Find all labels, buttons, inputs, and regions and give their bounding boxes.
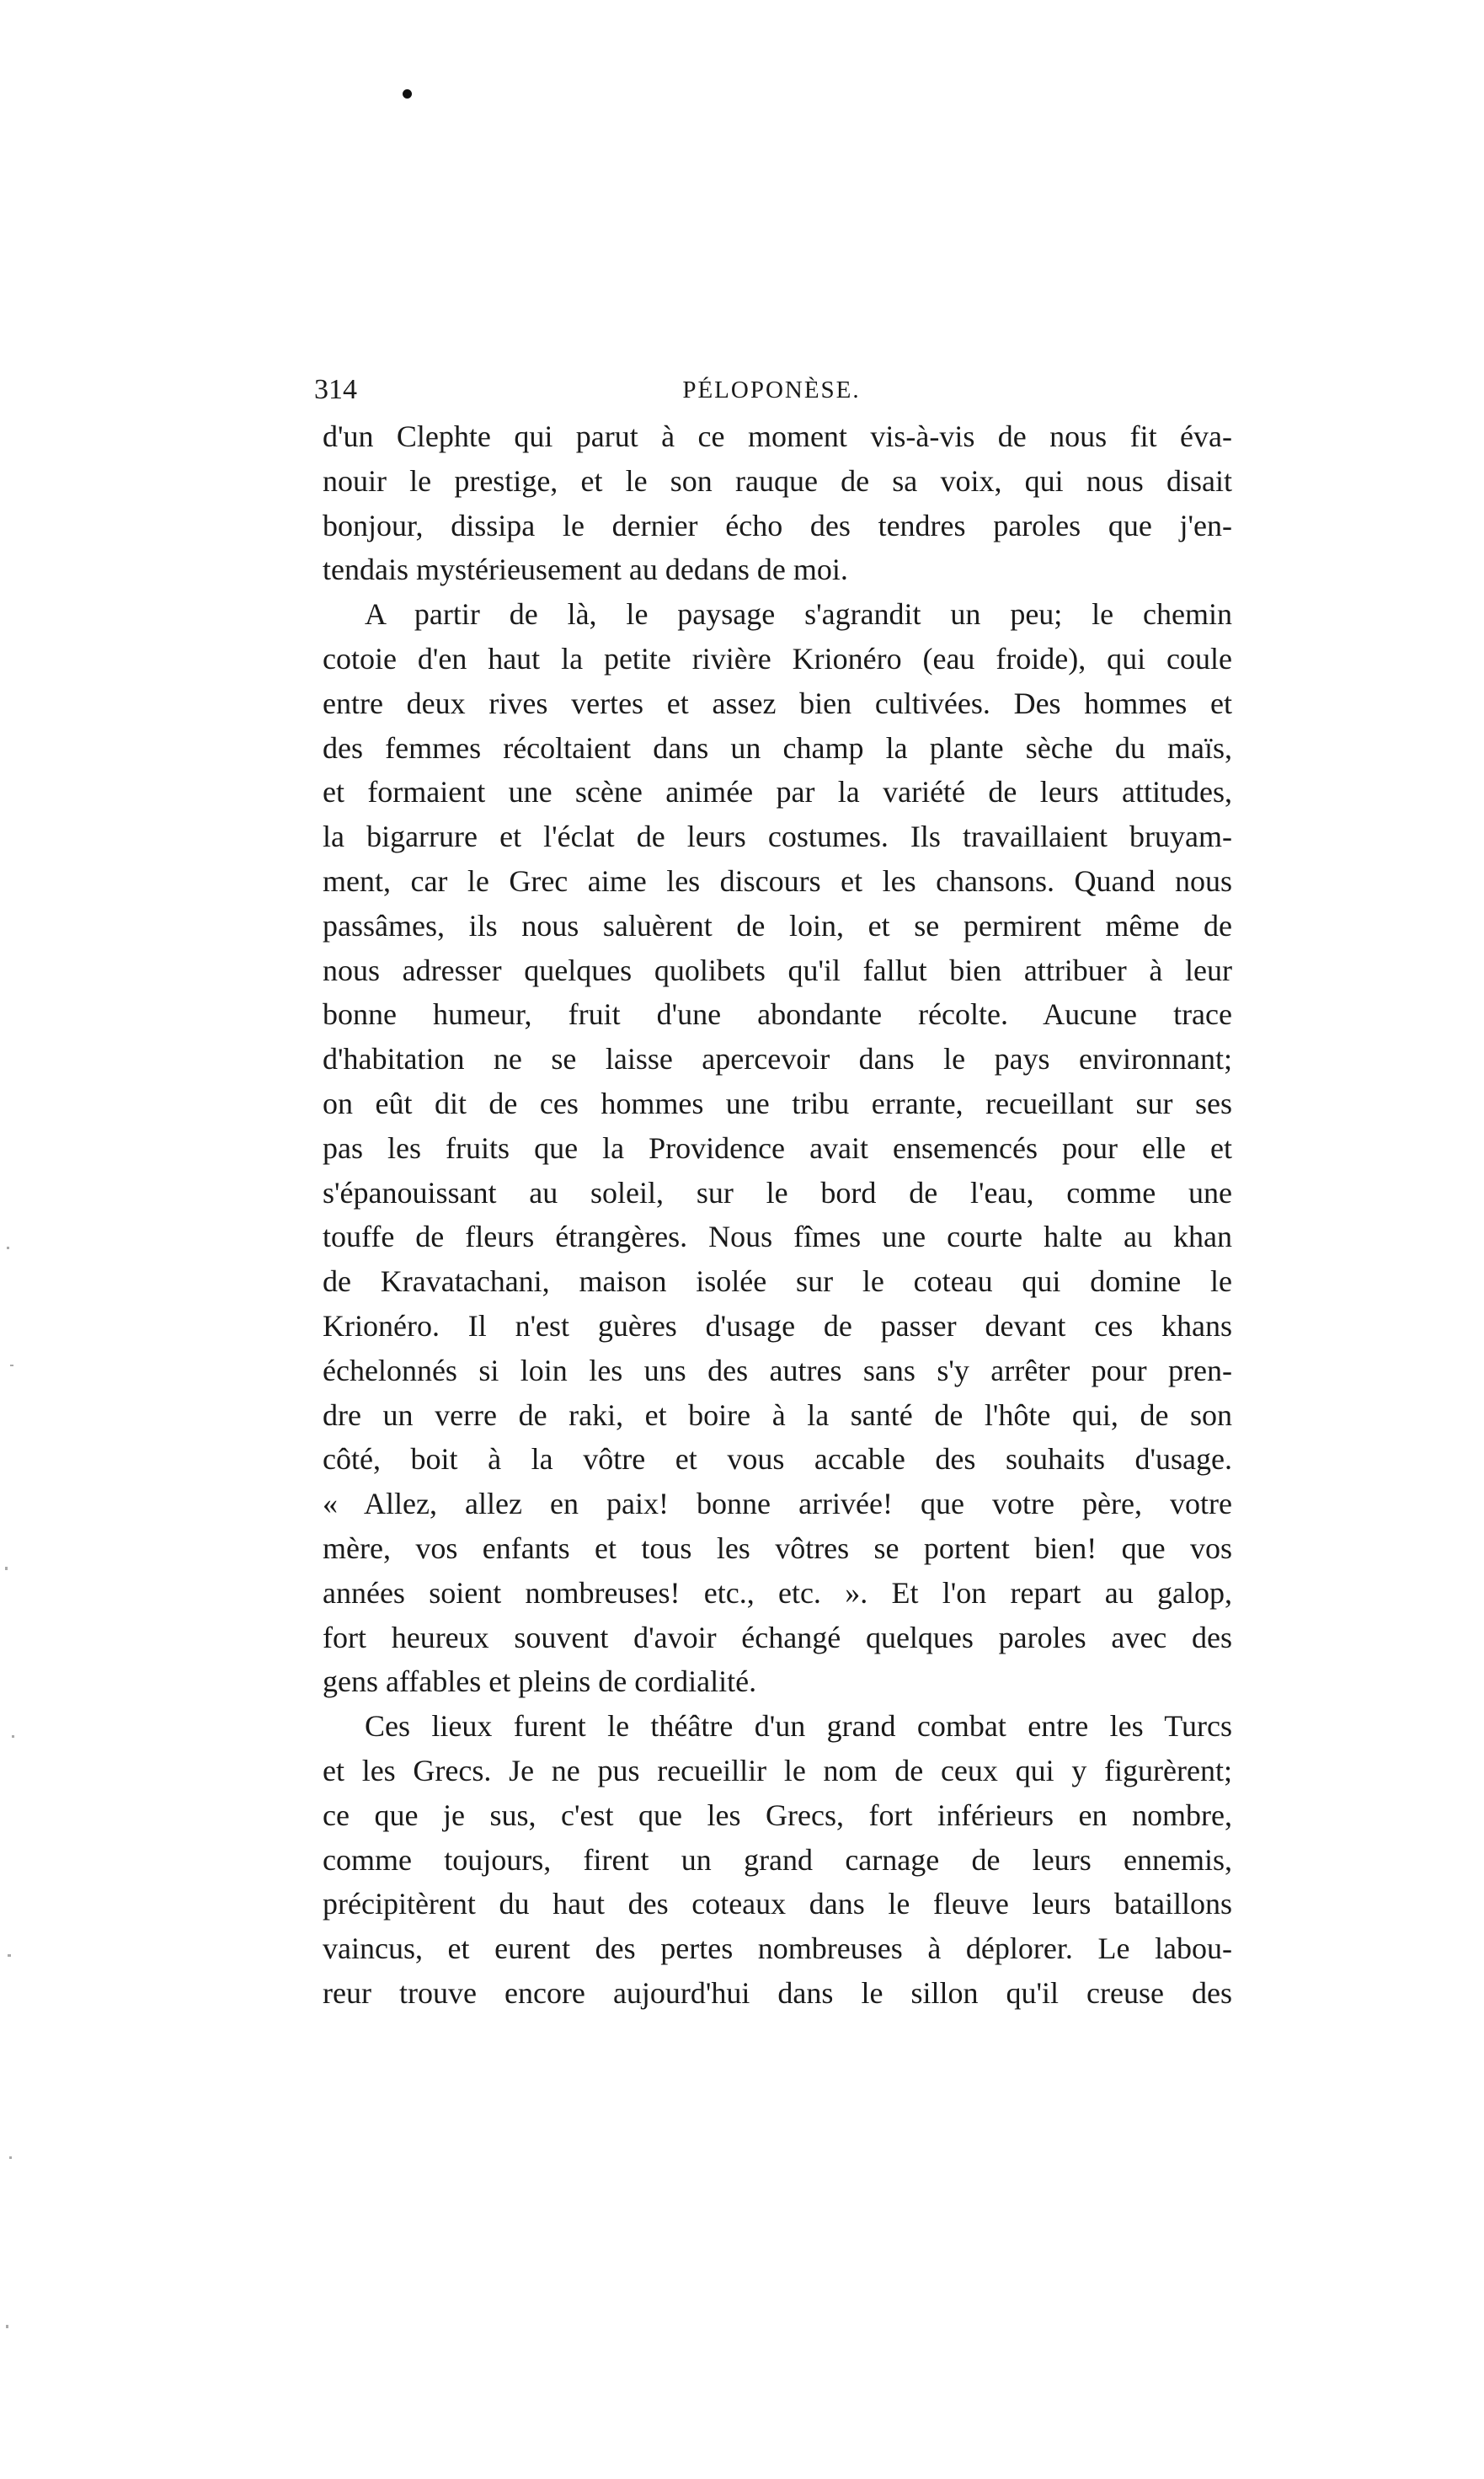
text-line: ment, car le Grec aime les discours et les chansons. Quand nous [323, 863, 1232, 898]
ink-mark [403, 89, 412, 99]
text-line: nouir le prestige, et le son rauque de sa voix, qui nous disait [323, 463, 1232, 498]
text-line: Krionéro. Il n'est guères d'usage de passer devant ces khans [323, 1308, 1232, 1343]
text-line: d'habitation ne se laisse apercevoir dans le pays environnant; [323, 1042, 1232, 1077]
scan-speck [12, 1735, 14, 1738]
text-line: et formaient une scène animée par la variété de leurs attitudes, [323, 775, 1232, 809]
text-line: des femmes récoltaient dans un champ la plante sèche du maïs, [323, 730, 1232, 765]
text-line: dre un verre de raki, et boire à la santé de l'hôte qui, de son [323, 1397, 1232, 1432]
text-line: côté, boit à la vôtre et vous accable des souhaits d'usage. [323, 1442, 1232, 1477]
text-line: et les Grecs. Je ne pus recueillir le nom de ceux qui y figurèrent; [323, 1753, 1232, 1787]
text-line: la bigarrure et l'éclat de leurs costumes. Ils travaillaient bruyam- [323, 820, 1232, 854]
scan-speck [9, 2156, 12, 2159]
text-line: entre deux rives vertes et assez bien cultivées. Des hommes et [323, 686, 1232, 720]
page-number: 314 [314, 374, 357, 405]
text-line: tendais mystérieusement au dedans de moi. [323, 553, 848, 587]
scan-speck [8, 1954, 11, 1957]
text-line: gens affables et pleins de cordialité. [323, 1664, 757, 1699]
text-line: « Allez, allez en paix! bonne arrivée! que votre père, votre [323, 1487, 1232, 1521]
text-line: touffe de fleurs étrangères. Nous fîmes une courte halte au khan [323, 1220, 1232, 1254]
scan-speck [6, 2325, 8, 2328]
running-head [314, 369, 1229, 411]
text-line: bonne humeur, fruit d'une abondante récolte. Aucune trace [323, 997, 1232, 1032]
text-line: nous adresser quelques quolibets qu'il fallut bien attribuer à leur [323, 953, 1232, 987]
text-line: pas les fruits que la Providence avait ensemencés pour elle et [323, 1130, 1232, 1165]
text-line: vaincus, et eurent des pertes nombreuses à déplorer. Le labou- [323, 1931, 1232, 1966]
text-line: comme toujours, firent un grand carnage de leurs ennemis, [323, 1842, 1232, 1877]
running-title: PÉLOPONÈSE. [682, 377, 861, 403]
text-line: s'épanouissant au soleil, sur le bord de l'eau, comme une [323, 1175, 1232, 1210]
text-line: passâmes, ils nous saluèrent de loin, et se permirent même de [323, 908, 1232, 943]
text-line: précipitèrent du haut des coteaux dans le fleuve leurs bataillons [323, 1887, 1232, 1921]
text-line: années soient nombreuses! etc., etc. ». Et l'on repart au galop, [323, 1575, 1232, 1610]
text-line: échelonnés si loin les uns des autres sans s'y arrêter pour pren- [323, 1353, 1232, 1387]
text-line: de Kravatachani, maison isolée sur le coteau qui domine le [323, 1264, 1232, 1299]
text-line: on eût dit de ces hommes une tribu errante, recueillant sur ses [323, 1086, 1232, 1120]
scan-speck [7, 1247, 9, 1249]
text-line: cotoie d'en haut la petite rivière Krionéro (eau froide), qui coule [323, 641, 1232, 676]
text-line: fort heureux souvent d'avoir échangé quelques paroles avec des [323, 1620, 1232, 1654]
text-line: reur trouve encore aujourd'hui dans le sillon qu'il creuse des [323, 1975, 1232, 2010]
body-text [323, 414, 1232, 2016]
text-line: bonjour, dissipa le dernier écho des tendres paroles que j'en- [323, 508, 1232, 542]
text-line: ce que je sus, c'est que les Grecs, fort inférieurs en nombre, [323, 1798, 1232, 1832]
text-line: Ces lieux furent le théâtre d'un grand combat entre les Turcs [365, 1709, 1232, 1744]
scan-speck [5, 1567, 8, 1570]
text-line: mère, vos enfants et tous les vôtres se portent bien! que vos [323, 1531, 1232, 1565]
scan-speck [10, 1365, 13, 1366]
text-line: A partir de là, le paysage s'agrandit un peu; le chemin [365, 597, 1232, 632]
text-line: d'un Clephte qui parut à ce moment vis-à-vis de nous fit éva- [323, 419, 1232, 453]
